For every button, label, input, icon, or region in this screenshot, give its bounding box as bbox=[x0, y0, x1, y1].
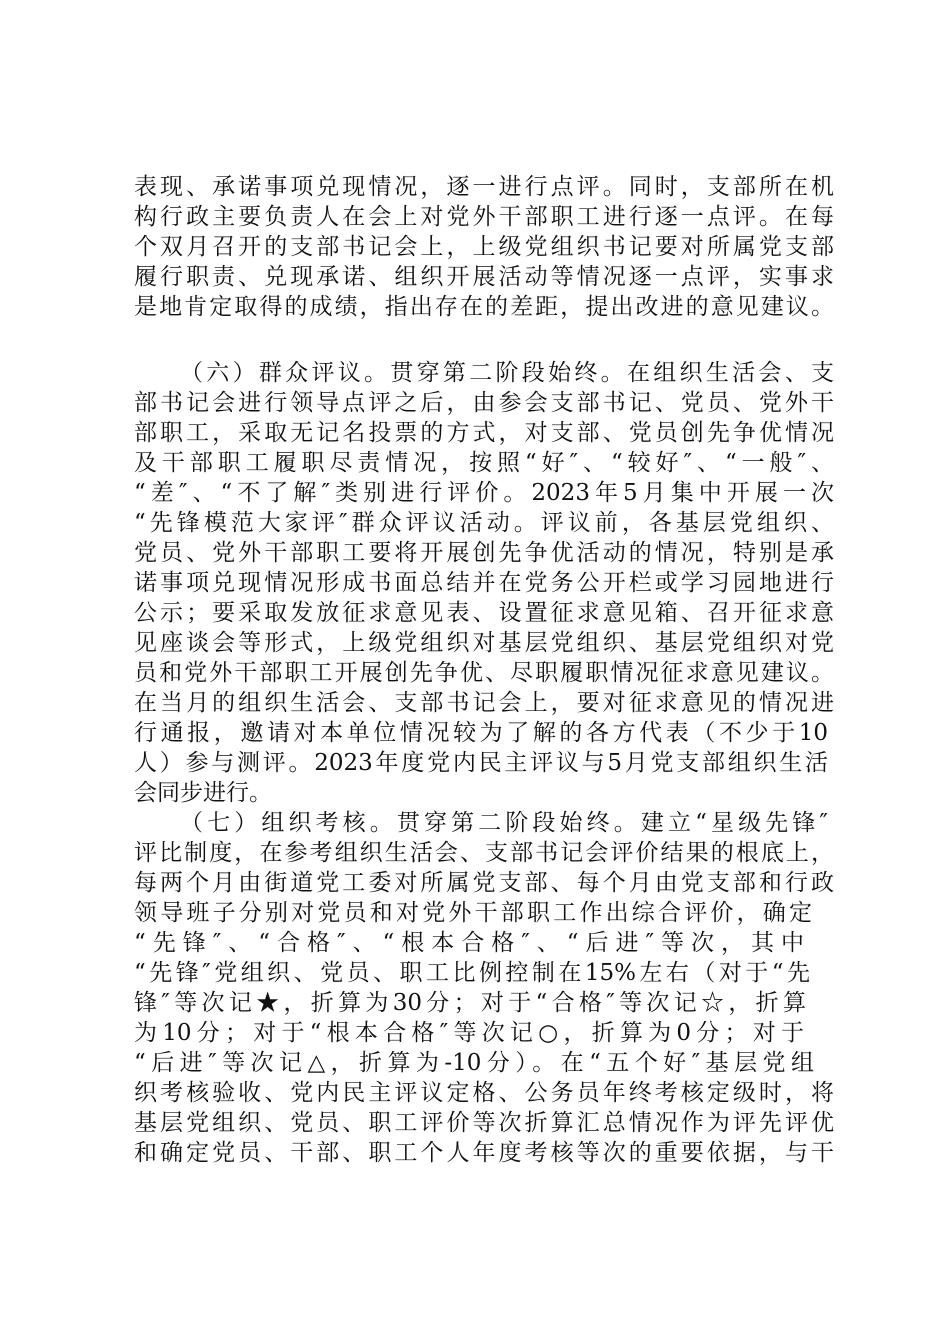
text-line: 评比制度，在参考组织生活会、支部书记会评价结果的根底上， bbox=[134, 840, 834, 866]
text-line: 履行职责、兑现承诺、组织开展活动等情况逐一点评，实事求 bbox=[134, 264, 834, 290]
text-line: “后进″等次记△，折算为-10分）。在“五个好″基层党组 bbox=[134, 1050, 814, 1076]
paragraph-heading-six: （六）群众评议。贯穿第二阶段始终。在组织生活会、支 bbox=[180, 360, 834, 386]
paragraph-heading-seven: （七）组织考核。贯穿第二阶段始终。建立“星级先锋″ bbox=[180, 810, 828, 836]
text-line: 领导班子分别对党员和对党外干部职工作出综合评价，确定 bbox=[134, 900, 812, 926]
text-line: 人）参与测评。2023年度党内民主评议与5月党支部组织生活 bbox=[134, 750, 828, 776]
text-line: 公示；要采取发放征求意见表、设置征求意见箱、召开征求意 bbox=[134, 600, 834, 626]
text-line: 行通报，邀请对本单位情况较为了解的各方代表（不少于10 bbox=[134, 720, 828, 746]
text-line: 员和党外干部职工开展创先争优、尽职履职情况征求意见建议。 bbox=[134, 660, 834, 686]
text-line: 党员、党外干部职工要将开展创先争优活动的情况，特别是承 bbox=[134, 540, 834, 566]
text-line: 每两个月由街道党工委对所属党支部、每个月由党支部和行政 bbox=[134, 870, 834, 896]
text-line: “先锋″、“合格″、“根本合格″、“后进″等次，其中 bbox=[134, 930, 804, 956]
text-line: 和确定党员、干部、职工个人年度考核等次的重要依据，与干 bbox=[134, 1140, 834, 1166]
text-line: 诺事项兑现情况形成书面总结并在党务公开栏或学习园地进行 bbox=[134, 570, 834, 596]
text-line: 见座谈会等形式，上级党组织对基层党组织、基层党组织对党 bbox=[134, 630, 834, 656]
text-line: 是地肯定取得的成绩，指出存在的差距，提出改进的意见建议。 bbox=[134, 294, 834, 320]
text-line: 为10分；对于“根本合格″等次记○，折算为0分；对于 bbox=[134, 1020, 804, 1046]
text-line: “先锋模范大家评″群众评议活动。评议前，各基层党组织、 bbox=[134, 510, 834, 536]
text-line: “先锋″党组织、党员、职工比例控制在15%左右（对于“先 bbox=[134, 960, 810, 986]
text-line: 会同步进行。 bbox=[134, 780, 272, 806]
text-line: 在当月的组织生活会、支部书记会上，要对征求意见的情况进 bbox=[134, 690, 834, 716]
text-line: 个双月召开的支部书记会上，上级党组织书记要对所属党支部 bbox=[134, 234, 834, 260]
text-line: “差″、“不了解″类别进行评价。2023年5月集中开展一次 bbox=[134, 480, 834, 506]
text-line: 基层党组织、党员、职工评价等次折算汇总情况作为评先评优 bbox=[134, 1110, 834, 1136]
text-line: 织考核验收、党内民主评议定格、公务员年终考核定级时，将 bbox=[134, 1080, 834, 1106]
text-line: 及干部职工履职尽责情况，按照“好″、“较好″、“一般″、 bbox=[134, 450, 834, 476]
text-line: 部职工，采取无记名投票的方式，对支部、党员创先争优情况 bbox=[134, 420, 834, 446]
text-line: 构行政主要负责人在会上对党外干部职工进行逐一点评。在每 bbox=[134, 204, 834, 230]
text-line: 表现、承诺事项兑现情况，逐一进行点评。同时，支部所在机 bbox=[134, 174, 834, 200]
text-line: 部书记会进行领导点评之后，由参会支部书记、党员、党外干 bbox=[134, 390, 834, 416]
text-line: 锋″等次记★，折算为30分；对于“合格″等次记☆，折算 bbox=[134, 990, 806, 1016]
